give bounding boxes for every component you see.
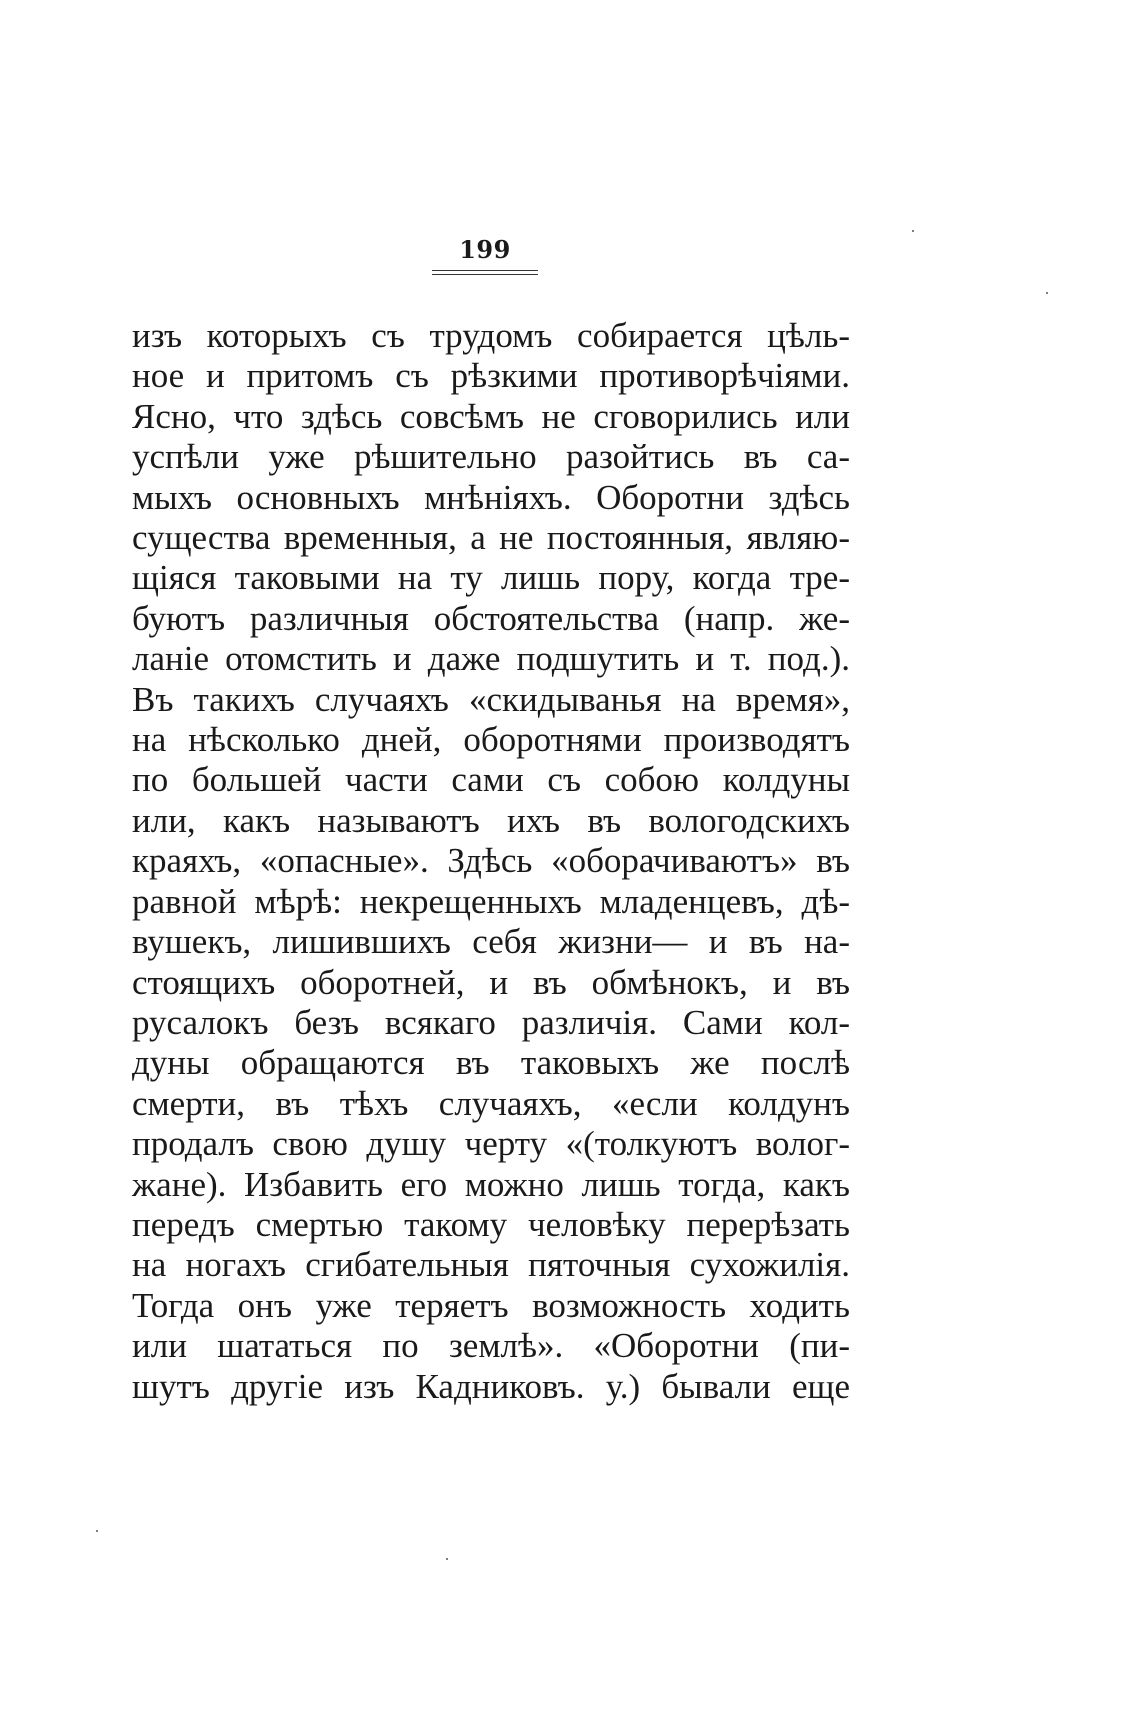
text-line: русалокъ безъ всякаго различія. Сами кол- xyxy=(132,1002,850,1042)
page-number: 199 xyxy=(459,235,511,264)
header-rule xyxy=(432,274,538,275)
paper-speck xyxy=(912,230,914,232)
text-line: буютъ различныя обстоятельства (напр. же- xyxy=(132,598,850,638)
text-line: смерти, въ тѣхъ случаяхъ, «если колдунъ xyxy=(132,1083,850,1123)
text-line: по большей части сами съ собою колдуны xyxy=(132,760,850,800)
text-line: изъ которыхъ съ трудомъ собирается цѣль- xyxy=(132,316,850,355)
text-line: ное и притомъ съ рѣзкими противорѣчіями. xyxy=(132,356,850,396)
text-line: вушекъ, лишившихъ себя жизни— и въ на- xyxy=(132,922,850,962)
paper-speck xyxy=(446,1558,448,1560)
text-line: краяхъ, «опасные». Здѣсь «оборачиваютъ» въ xyxy=(132,841,850,881)
text-line: Ясно, что здѣсь совсѣмъ не сговорились или xyxy=(132,396,850,436)
text-line: или, какъ называютъ ихъ въ вологодскихъ xyxy=(132,800,850,840)
text-line: на ногахъ сгибательныя пяточныя сухожилія. xyxy=(132,1245,850,1285)
text-line: ланіе отомстить и даже подшутить и т. под.). xyxy=(132,639,850,679)
text-line: дуны обращаются въ таковыхъ же послѣ xyxy=(132,1043,850,1083)
text-line: на нѣсколько дней, оборотнями производятъ xyxy=(132,720,850,760)
text-line: передъ смертью такому человѣку перерѣзать xyxy=(132,1204,850,1244)
text-line: мыхъ основныхъ мнѣніяхъ. Оборотни здѣсь xyxy=(132,477,850,517)
text-line: существа временныя, а не постоянныя, являю- xyxy=(132,518,850,558)
text-line: успѣли уже рѣшительно разойтись въ са- xyxy=(132,437,850,477)
text-line: жане). Избавить его можно лишь тогда, какъ xyxy=(132,1164,850,1204)
text-line: продалъ свою душу черту «(толкуютъ волог- xyxy=(132,1124,850,1164)
text-line: щіяся таковыми на ту лишь пору, когда тре- xyxy=(132,558,850,598)
page-header xyxy=(432,236,538,275)
text-line: равной мѣрѣ: некрещенныхъ младенцевъ, дѣ- xyxy=(132,881,850,921)
body-text xyxy=(132,316,850,1407)
paper-speck xyxy=(96,1530,98,1532)
text-line: стоящихъ оборотней, и въ обмѣнокъ, и въ xyxy=(132,962,850,1002)
header-rule xyxy=(432,270,538,271)
paper-speck xyxy=(1046,292,1048,294)
text-line: Въ такихъ случаяхъ «скидыванья на время», xyxy=(132,679,850,719)
text-line: Тогда онъ уже теряетъ возможность ходить xyxy=(132,1285,850,1325)
text-line: или шататься по землѣ». «Оборотни (пи- xyxy=(132,1326,850,1366)
text-line: шутъ другіе изъ Кадниковъ. у.) бывали еще xyxy=(132,1366,850,1406)
